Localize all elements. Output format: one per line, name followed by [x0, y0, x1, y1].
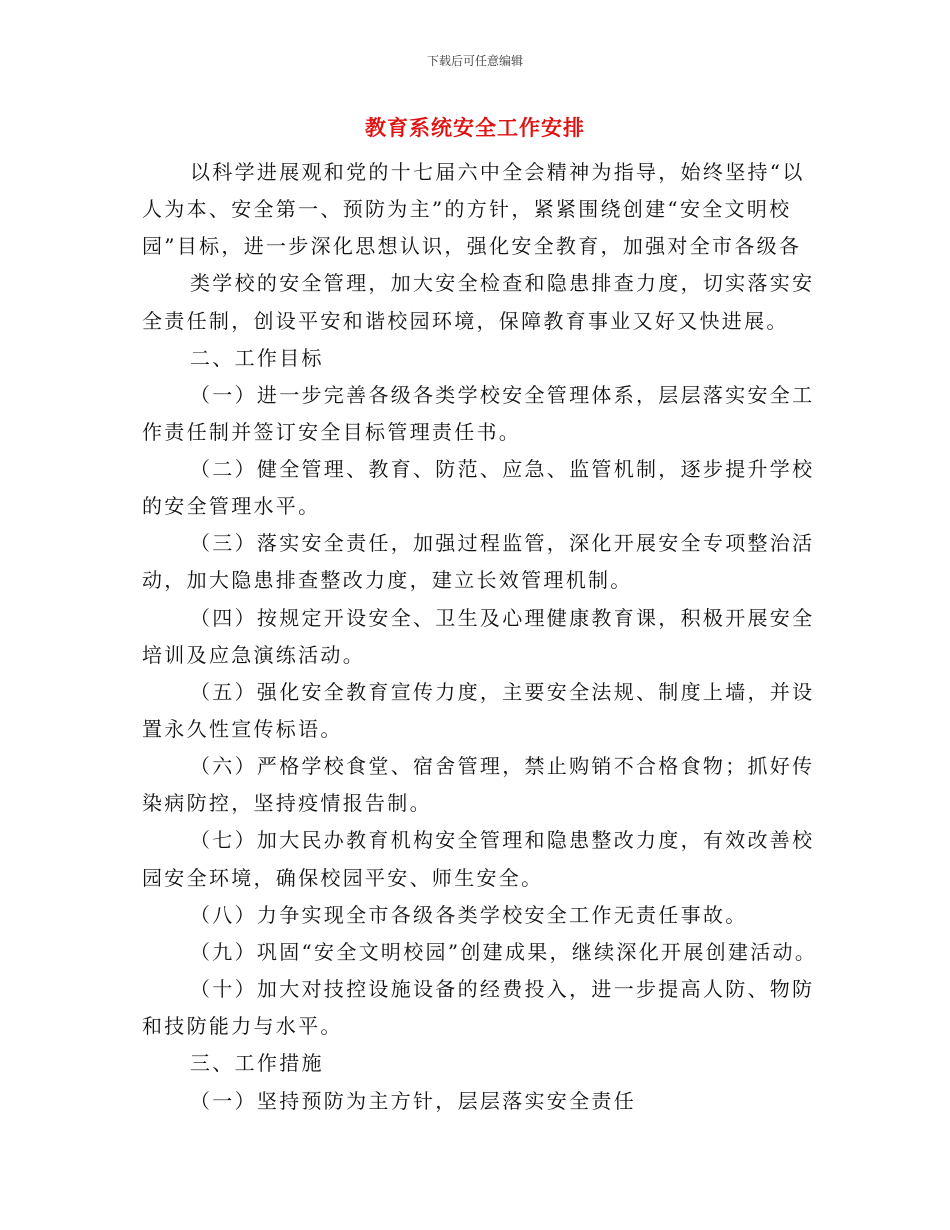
paragraph-line: 置永久性宣传标语。 [142, 717, 343, 741]
paragraph-line: （四）按规定开设安全、卫生及心理健康教育课，积极开展安全 [190, 606, 815, 630]
paragraph-line: 全责任制，创设平安和谐校园环境，保障教育事业又好又快进展。 [142, 309, 789, 333]
paragraph-line: 动，加大隐患排查整改力度，建立长效管理机制。 [142, 568, 633, 592]
paragraph-line: 的安全管理水平。 [142, 494, 321, 518]
paragraph-line: （二）健全管理、教育、防范、应急、监管机制，逐步提升学校 [190, 457, 815, 481]
section-heading: 二、工作目标 [190, 346, 324, 370]
paragraph-line: 作责任制并签订安全目标管理责任书。 [142, 420, 522, 444]
paragraph-line: 以科学进展观和党的十七届六中全会精神为指导，始终坚持“以 [190, 160, 805, 184]
paragraph-line: （一）坚持预防为主方针，层层落实安全责任 [190, 1089, 636, 1113]
paragraph-line: 染病防控，坚持疫情报告制。 [142, 791, 432, 815]
paragraph-line: （五）强化安全教育宣传力度，主要安全法规、制度上墙，并设 [190, 680, 815, 704]
header-note: 下载后可任意编辑 [426, 54, 523, 68]
paragraph-line: （八）力争实现全市各级各类学校安全工作无责任事故。 [190, 903, 748, 927]
paragraph-line: （一）进一步完善各级各类学校安全管理体系，层层落实安全工 [190, 383, 815, 407]
paragraph-line: 类学校的安全管理，加大安全检查和隐患排查力度，切实落实安 [190, 271, 815, 295]
paragraph-line: 园安全环境，确保校园平安、师生安全。 [142, 866, 544, 890]
paragraph-line: 培训及应急演练活动。 [142, 643, 365, 667]
paragraph-line: （七）加大民办教育机构安全管理和隐患整改力度，有效改善校 [190, 828, 815, 852]
paragraph-line: （十）加大对技控设施设备的经费投入，进一步提高人防、物防 [190, 977, 815, 1001]
paragraph-line: 人为本、安全第一、预防为主”的方针，紧紧围绕创建“安全文明校 [142, 197, 792, 221]
section-heading: 三、工作措施 [190, 1051, 324, 1075]
paragraph-line: （六）严格学校食堂、宿舍管理，禁止购销不合格食物；抓好传 [190, 754, 815, 778]
paragraph-line: 园”目标，进一步深化思想认识，强化安全教育，加强对全市各级各 [142, 234, 802, 258]
paragraph-line: （三）落实安全责任，加强过程监管，深化开展安全专项整治活 [190, 531, 815, 555]
paragraph-line: （九）巩固“安全文明校园”创建成果，继续深化开展创建活动。 [190, 940, 818, 964]
paragraph-line: 和技防能力与水平。 [142, 1014, 343, 1038]
document-title: 教育系统安全工作安排 [365, 116, 585, 140]
